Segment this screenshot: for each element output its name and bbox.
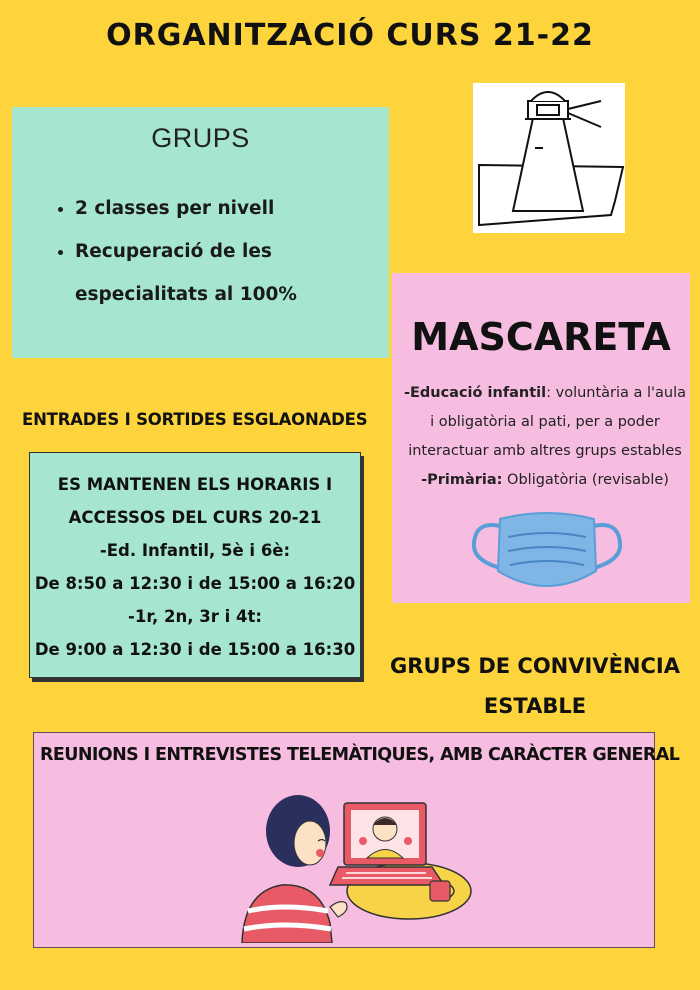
convivencia-line: ESTABLE (483, 694, 587, 718)
reunions-card (33, 732, 680, 948)
grups-heading: GRUPS (151, 123, 250, 153)
horaris-line: ACCESSOS DEL CURS 20-21 (68, 508, 322, 527)
list-item: • 2 classes per nivell (75, 187, 395, 230)
horaris-line: -Ed. Infantil, 5è i 6è: (99, 541, 291, 560)
grups-card (12, 107, 389, 358)
horaris-line: -1r, 2n, 3r i 4t: (127, 607, 263, 626)
infantil-label: -Educació infantil (403, 385, 547, 401)
horaris-line: De 9:00 a 12:30 i de 15:00 a 16:30 (34, 640, 356, 659)
mascareta-card (392, 273, 690, 603)
video-call-illustration (234, 783, 494, 943)
list-item: • Recuperació de les especialitats al 100% (75, 230, 395, 316)
lighthouse-image (473, 83, 625, 233)
reunions-heading: REUNIONS I ENTREVISTES TELEMÀTIQUES, AMB CARÀCTER GENERAL (40, 745, 680, 765)
mascareta-heading: MASCARETA (411, 315, 671, 359)
horaris-line: ES MANTENEN ELS HORARIS I (57, 475, 333, 494)
lighthouse-icon (473, 83, 625, 233)
primaria-text: Obligatòria (revisable) (502, 472, 669, 488)
mascareta-text (400, 379, 690, 495)
primaria-label: -Primària: (421, 472, 503, 488)
horaris-card (29, 452, 361, 678)
entrades-heading: ENTRADES I SORTIDES ESGLAONADES (22, 410, 368, 429)
infantil-text: : voluntària a l'aula i obligatòria al pati, per a poder interactuar amb altres grups estables (408, 385, 687, 459)
convivencia-line: GRUPS DE CONVIVÈNCIA (390, 654, 680, 678)
face-mask-icon (472, 505, 622, 597)
grups-list (57, 187, 395, 316)
convivencia-heading (370, 646, 700, 726)
page-title: ORGANITZACIÓ CURS 21-22 (106, 18, 594, 53)
horaris-line: De 8:50 a 12:30 i de 15:00 a 16:20 (34, 574, 356, 593)
horaris-text (30, 468, 360, 666)
